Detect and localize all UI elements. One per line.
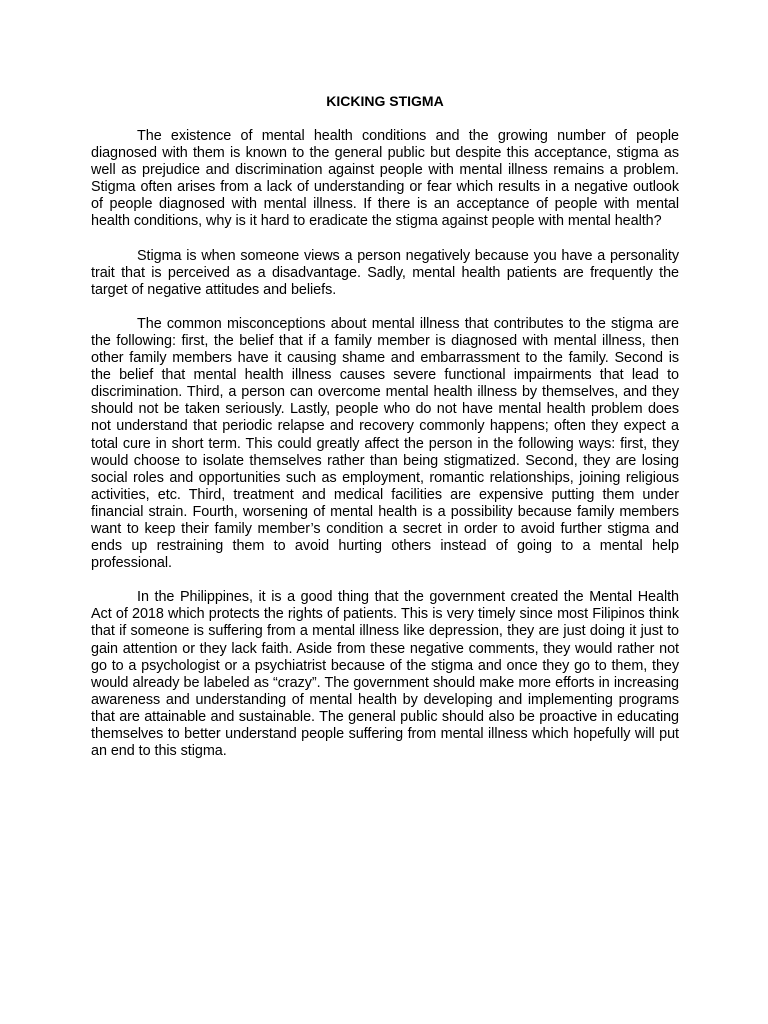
- document-title: KICKING STIGMA: [326, 93, 444, 109]
- document-page: [91, 92, 679, 777]
- paragraph-philippines: In the Philippines, it is a good thing that the government created the Mental Health Act of 2018 which protects the rights of patients. This is very timely since most Filipinos think that if someone is suffering from a mental illness like depression, they are just doing it just to gain attention or they lack faith. Aside from these negative comments, they would rather not go to a psychologist or a psychiatrist because of the stigma and once they go to them, they would already be labeled as “crazy”. The government should make more efforts in increasing awareness and understanding of mental health by developing and implementing programs that are attainable and sustainable. The general public should also be proactive in educating themselves to better understand people suffering from mental illness which hopefully will put an end to this stigma.: [91, 589, 679, 760]
- paragraph-misconceptions: The common misconceptions about mental illness that contributes to the stigma are the following: first, the belief that if a family member is diagnosed with mental illness, then other family members have it causing shame and embarrassment to the family. Second is the belief that mental health illness causes severe functional impairments that lead to discrimination. Third, a person can overcome mental health illness by themselves, and they should not be taken seriously. Lastly, people who do not have mental health problem does not understand that periodic relapse and recovery commonly happens; often they expect a total cure in short term. This could greatly affect the person in the following ways: first, they would choose to isolate themselves rather than being stigmatized. Second, they are losing social roles and opportunities such as employment, romantic relationships, joining religious activities, etc. Third, treatment and medical facilities are expensive putting them under financial strain. Fourth, worsening of mental health is a possibility because family members want to keep their family member’s condition a secret in order to avoid further stigma and ends up restraining them to avoid hurting others instead of going to a mental help professional.: [91, 315, 679, 572]
- paragraph-intro: The existence of mental health conditions and the growing number of people diagnosed with them is known to the general public but despite this acceptance, stigma as well as prejudice and discrimination against people with mental illness remains a problem. Stigma often arises from a lack of understanding or fear which results in a negative outlook of people diagnosed with mental illness. If there is an acceptance of people with mental health conditions, why is it hard to eradicate the stigma against people with mental health?: [91, 128, 679, 230]
- paragraph-definition: Stigma is when someone views a person negatively because you have a personality trait that is perceived as a disadvantage. Sadly, mental health patients are frequently the target of negative attitudes and beliefs.: [91, 247, 679, 298]
